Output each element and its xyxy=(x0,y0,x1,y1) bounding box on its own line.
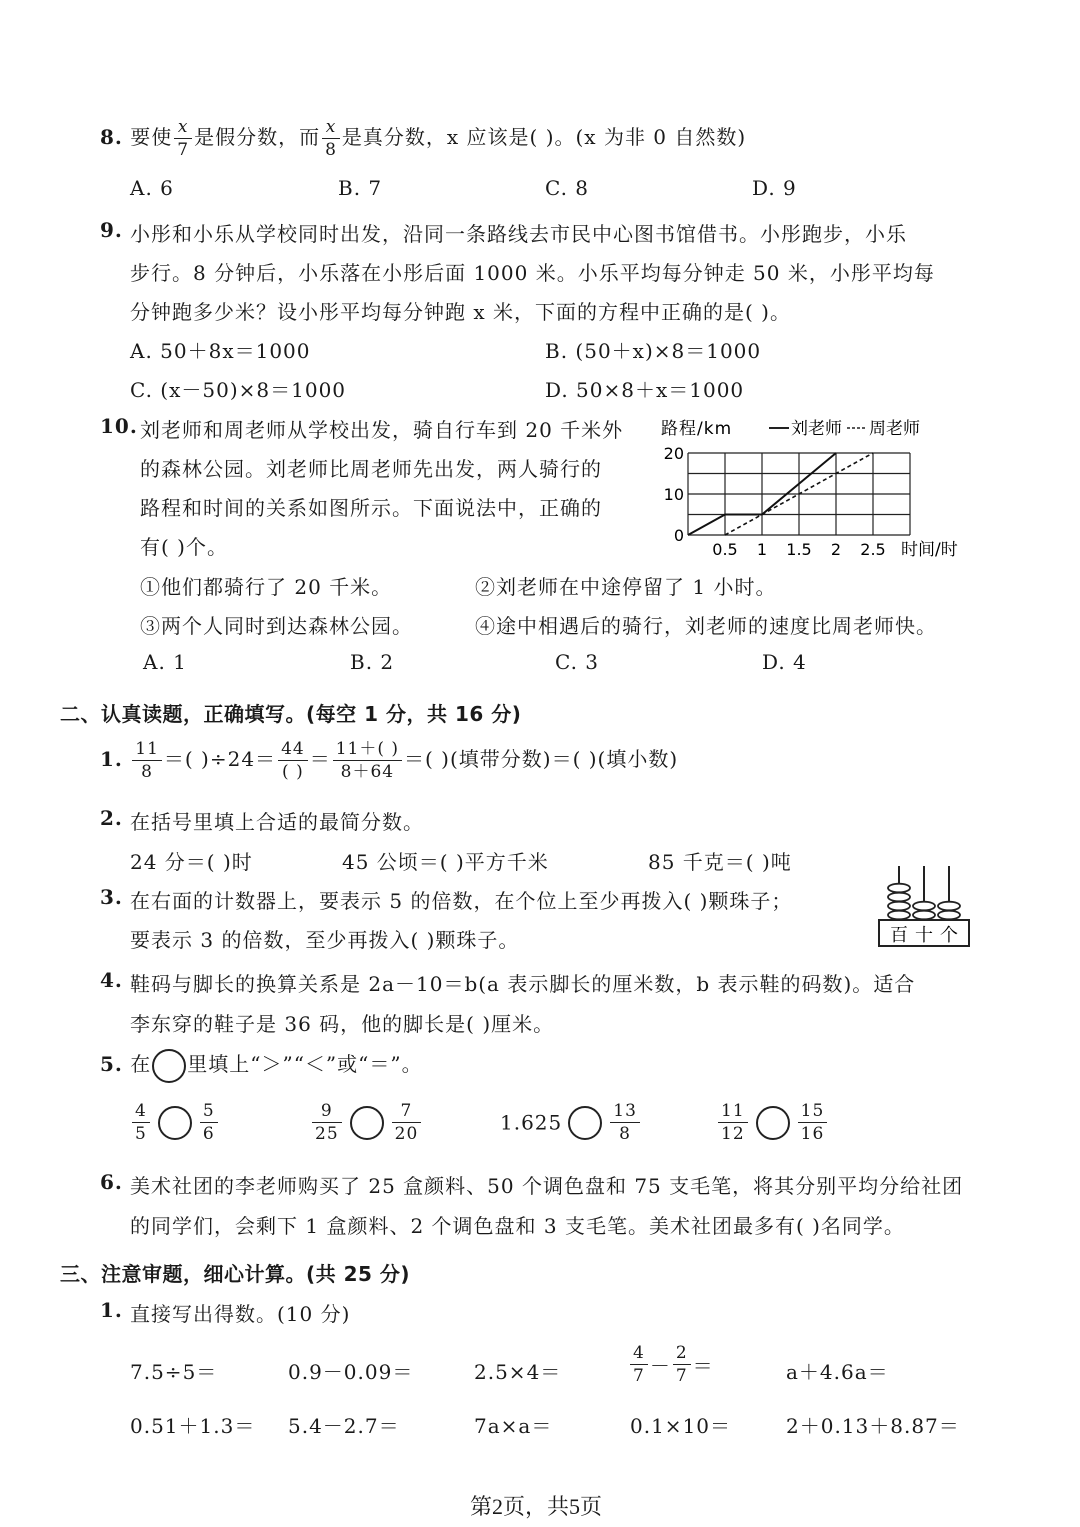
fraction: $\frac{44}{( )}$ xyxy=(278,738,308,783)
abacus-label-hundreds: 百 xyxy=(890,925,908,946)
option-b: B. 2 xyxy=(350,650,395,674)
option-a: A. 50＋8x＝1000 xyxy=(130,339,311,363)
y-tick-label: 10 xyxy=(663,485,684,504)
question-text: 是假分数，而 xyxy=(194,125,321,149)
question-line: 鞋码与脚长的换算关系是 2a－10＝b(a 表示脚长的厘米数，b 表示鞋的码数)。适合 xyxy=(130,972,916,996)
y-tick-label: 0 xyxy=(673,526,684,545)
expression-text: ＝( )÷24＝ xyxy=(163,747,277,771)
statement-1: ①他们都骑行了 20 千米。 xyxy=(140,575,393,599)
option-c: C. 8 xyxy=(545,176,590,200)
calc-item: 2.5×4＝ xyxy=(474,1360,562,1384)
y-tick-labels xyxy=(664,444,684,545)
question-line: 的同学们，会剩下 1 盒颜料、2 个调色盘和 3 支毛笔。美术社团最多有( )名同学。 xyxy=(130,1214,905,1238)
question-number: 5. xyxy=(100,1052,123,1076)
expression-text: ＝( )(填带分数)＝( )(填小数) xyxy=(404,747,679,771)
calc-item: 7a×a＝ xyxy=(474,1414,553,1438)
question-line: 的森林公园。刘老师比周老师先出发，两人骑行的 xyxy=(140,457,602,481)
x-tick-label: 1 xyxy=(756,540,768,559)
fill-item: 24 分＝( )时 xyxy=(130,850,253,874)
distance-time-chart xyxy=(655,410,975,565)
fraction: $\frac{11}{8}$ xyxy=(132,738,162,783)
question-line: 小彤和小乐从学校同时出发，沿同一条路线去市民中心图书馆借书。小彤跑步，小乐 xyxy=(130,222,907,246)
question-number: 2. xyxy=(100,806,123,830)
option-c: C. (x－50)×8＝1000 xyxy=(130,378,347,402)
question-line: 刘老师和周老师从学校出发，骑自行车到 20 千米外 xyxy=(140,418,624,442)
question-number: 1. xyxy=(100,747,123,771)
x-tick-labels xyxy=(712,540,885,559)
fill-item: 85 千克＝( )吨 xyxy=(648,850,792,874)
abacus-bead xyxy=(888,893,910,902)
calc-item: 2＋0.13＋8.87＝ xyxy=(786,1414,960,1438)
option-a: A. 6 xyxy=(130,176,174,200)
question-number: 6. xyxy=(100,1170,123,1194)
abacus-label-ones: 个 xyxy=(940,925,958,946)
expression-text: ＝ xyxy=(309,747,331,771)
calc-item: 0.51＋1.3＝ xyxy=(130,1414,256,1438)
question-number: 10. xyxy=(100,414,138,438)
option-b: B. (50＋x)×8＝1000 xyxy=(545,339,762,363)
compare-blank[interactable] xyxy=(158,1106,192,1140)
statement-2: ②刘老师在中途停留了 1 小时。 xyxy=(475,575,777,599)
option-a: A. 1 xyxy=(143,650,187,674)
question-text: 在 xyxy=(130,1052,152,1076)
compare-pair: $\frac{11}{12}$ $\frac{15}{16}$ xyxy=(716,1100,829,1145)
option-d: D. 9 xyxy=(752,176,797,200)
abacus-bead xyxy=(888,911,910,920)
question-number: 4. xyxy=(100,968,123,992)
compare-pair: $\frac{9}{25}$ $\frac{7}{20}$ xyxy=(310,1100,423,1145)
y-axis-label: 路程/km xyxy=(661,419,733,439)
calc-item: 7.5÷5＝ xyxy=(130,1360,218,1384)
s2-question-5 xyxy=(100,1048,423,1083)
compare-pair: $\frac{4}{5}$ $\frac{5}{6}$ xyxy=(130,1100,220,1145)
question-line: 在右面的计数器上，要表示 5 的倍数，在个位上至少再拨入( )颗珠子； xyxy=(130,889,793,913)
question-line: 李东穿的鞋子是 36 码，他的脚长是( )厘米。 xyxy=(130,1012,555,1036)
legend-zhou: 周老师 xyxy=(869,419,920,439)
x-tick-label: 0.5 xyxy=(712,540,738,559)
statement-4: ④途中相遇后的骑行，刘老师的速度比周老师快。 xyxy=(475,614,937,638)
calc-item: 5.4－2.7＝ xyxy=(288,1414,400,1438)
x-tick-label: 2 xyxy=(830,540,842,559)
question-text: 是真分数，x 应该是( )。(x 为非 0 自然数) xyxy=(341,125,747,149)
abacus-bead xyxy=(913,911,935,920)
question-number: 3. xyxy=(100,885,123,909)
x-tick-label: 1.5 xyxy=(786,540,812,559)
question-text: 里填上“＞”“＜”或“＝”。 xyxy=(187,1052,423,1076)
x-axis-label: 时间/时 xyxy=(901,540,958,560)
compare-blank[interactable] xyxy=(350,1106,384,1140)
abacus-bead xyxy=(888,884,910,893)
abacus-bead xyxy=(913,902,935,911)
fraction-x-over-7: $\frac{x}{7}$ xyxy=(174,116,192,161)
question-number: 9. xyxy=(100,218,123,242)
question-number: 1. xyxy=(100,1298,123,1322)
calc-item: a＋4.6a＝ xyxy=(786,1360,889,1384)
abacus-label-tens: 十 xyxy=(915,925,933,946)
question-line: 有( )个。 xyxy=(140,535,228,559)
abacus-bead xyxy=(938,911,960,920)
question-line: 美术社团的李老师购买了 25 盒颜料、50 个调色盘和 75 支毛笔，将其分别平均分给社团 xyxy=(130,1174,964,1198)
legend-liu: 刘老师 xyxy=(791,419,842,439)
abacus-bead xyxy=(888,902,910,911)
compare-blank[interactable] xyxy=(756,1106,790,1140)
section-2-title: 二、认真读题，正确填写。(每空 1 分，共 16 分) xyxy=(60,702,522,726)
abacus-rods xyxy=(888,866,960,920)
option-d: D. 50×8＋x＝1000 xyxy=(545,378,745,402)
fill-item: 45 公顷＝( )平方千米 xyxy=(342,850,549,874)
question-8 xyxy=(100,116,746,161)
fraction-x-over-8: $\frac{x}{8}$ xyxy=(322,116,340,161)
question-line: 路程和时间的关系如图所示。下面说法中，正确的 xyxy=(140,496,602,520)
section-3-title: 三、注意审题，细心计算。(共 25 分) xyxy=(60,1262,411,1286)
option-b: B. 7 xyxy=(338,176,383,200)
fraction: $\frac{11+( )}{8+64}$ xyxy=(333,738,402,783)
question-line: 直接写出得数。(10 分) xyxy=(130,1302,351,1326)
question-number: 8. xyxy=(100,125,123,149)
x-tick-label: 2.5 xyxy=(860,540,886,559)
question-text: 要使 xyxy=(130,125,173,149)
compare-circle-icon xyxy=(152,1049,186,1083)
question-line: 要表示 3 的倍数，至少再拨入( )颗珠子。 xyxy=(130,928,520,952)
abacus-counter xyxy=(875,862,975,948)
s2-question-1 xyxy=(100,738,678,783)
compare-blank[interactable] xyxy=(568,1106,602,1140)
calc-item: 0.9－0.09＝ xyxy=(288,1360,414,1384)
question-line: 在括号里填上合适的最简分数。 xyxy=(130,810,424,834)
calc-item-fraction: $\frac{4}{7}$ － $\frac{2}{7}$ ＝ xyxy=(628,1342,714,1387)
abacus-bead xyxy=(938,902,960,911)
calc-item: 0.1×10＝ xyxy=(630,1414,732,1438)
question-line: 步行。8 分钟后，小乐落在小彤后面 1000 米。小乐平均每分钟走 50 米，小彤平均每 xyxy=(130,261,935,285)
option-c: C. 3 xyxy=(555,650,600,674)
page-footer: 第2页，共5页 xyxy=(470,1494,603,1519)
option-d: D. 4 xyxy=(762,650,807,674)
compare-pair: 1.625 $\frac{13}{8}$ xyxy=(500,1100,642,1145)
statement-3: ③两个人同时到达森林公园。 xyxy=(140,614,413,638)
question-line: 分钟跑多少米？设小彤平均每分钟跑 x 米，下面的方程中正确的是( )。 xyxy=(130,300,791,324)
y-tick-label: 20 xyxy=(663,444,684,463)
